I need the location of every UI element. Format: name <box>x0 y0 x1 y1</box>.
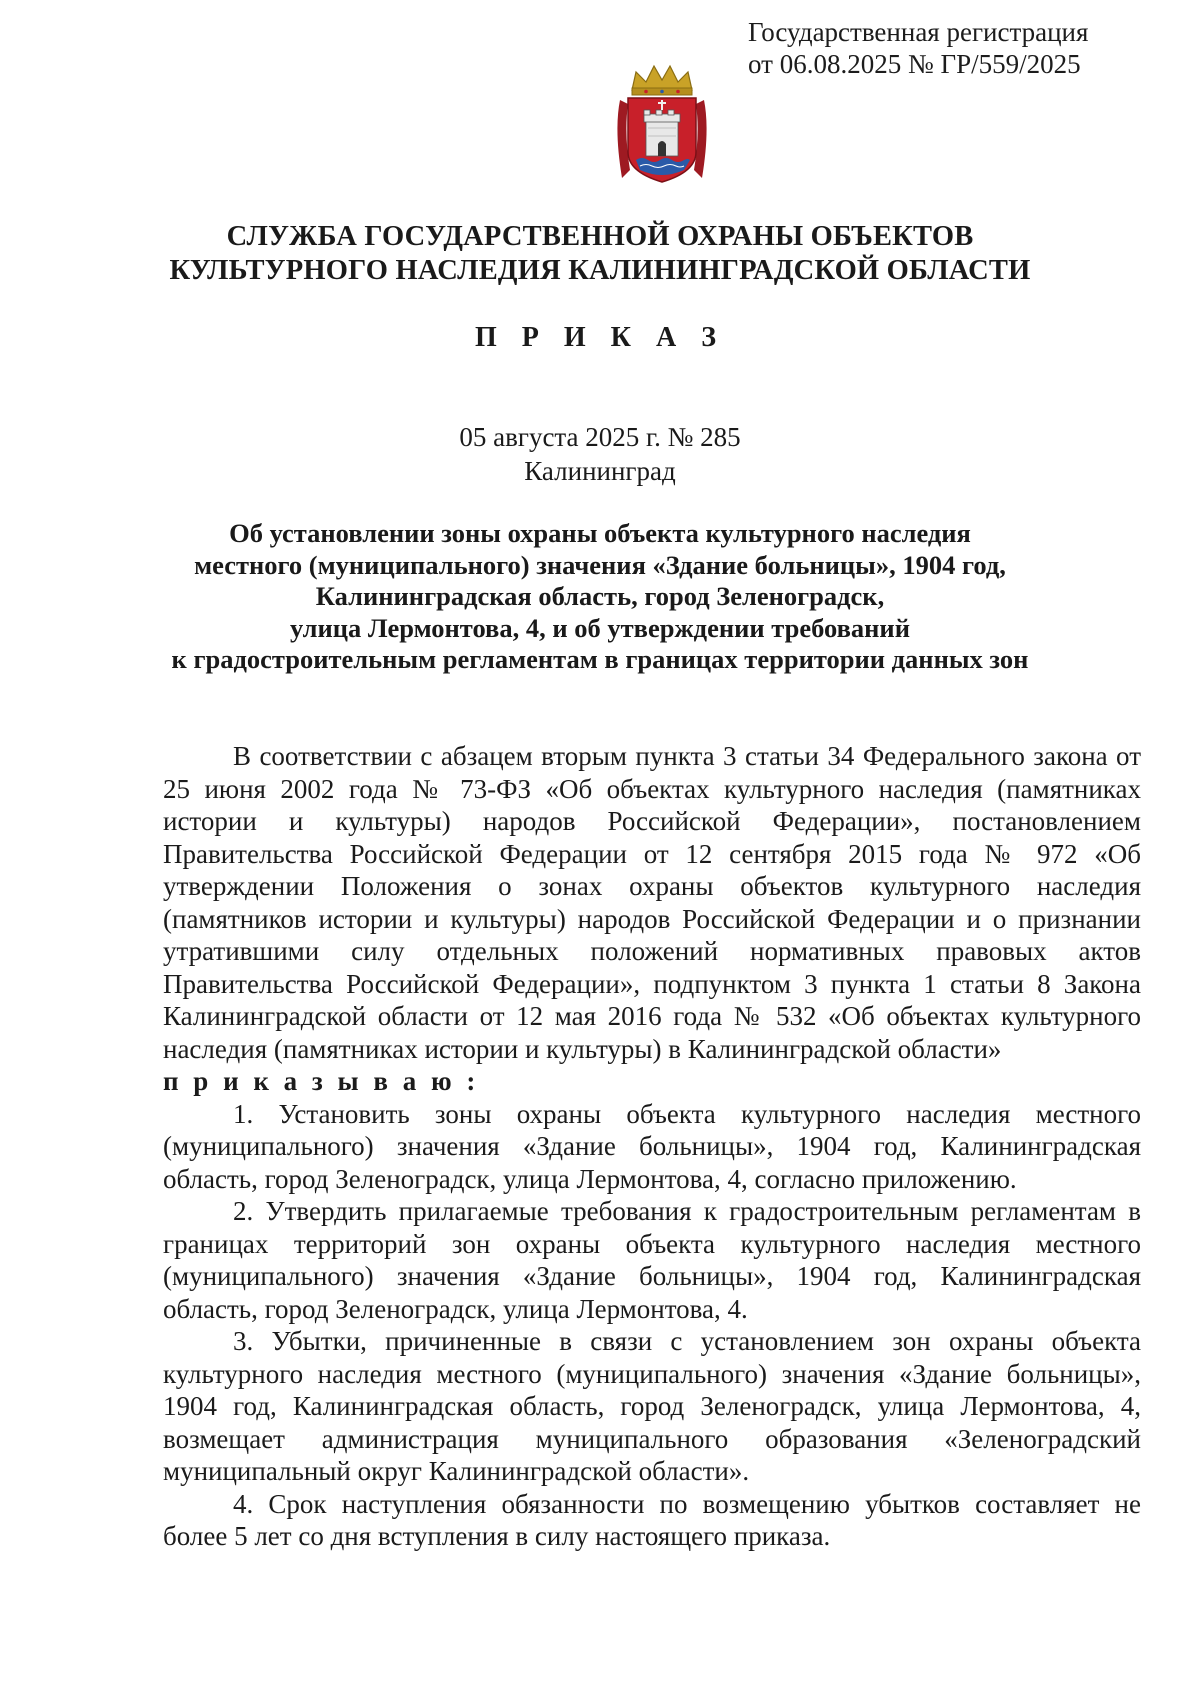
subject-line-4: улица Лермонтова, 4, и об утверждении требований <box>290 612 910 643</box>
preamble-paragraph: В соответствии с абзацем вторым пункта 3 статьи 34 Федерального закона от 25 июня 2002 года № 73-ФЗ «Об объектах культурного наследия (памятниках истории и культуры) народов Российской Федерации», постановлением Правительства Российской Федерации от 12 сентября 2015 года № 972 «Об утверждении Положения о зонах охраны объектов культурного наследия (памятников истории и культуры) народов Российской Федерации и о признании утратившими силу отдельных положений нормативных правовых актов Правительства Российской Федерации», подпунктом 3 пункта 1 статьи 8 Закона Калининградской области от 12 мая 2016 года № 532 «Об объектах культурного наследия (памятниках истории и культуры) в Калининградской области» <box>163 741 1141 1064</box>
date-and-place <box>100 420 1100 488</box>
organization-header <box>100 220 1100 288</box>
subject-line-2: местного (муниципального) значения «Здание больницы», 1904 год, <box>194 549 1006 580</box>
header-line-1: СЛУЖБА ГОСУДАРСТВЕННОЙ ОХРАНЫ ОБЪЕКТОВ <box>226 221 974 252</box>
tower-icon <box>644 110 680 156</box>
city-line: Калининград <box>524 456 676 486</box>
subject-line-3: Калининградская область, город Зеленоградск, <box>315 581 885 611</box>
header-line-2: КУЛЬТУРНОГО НАСЛЕДИЯ КАЛИНИНГРАДСКОЙ ОБЛАСТИ <box>169 255 1031 286</box>
crown-icon <box>632 66 692 95</box>
registration-stamp <box>748 16 1168 80</box>
date-number-line: 05 августа 2025 г. № 285 <box>459 422 741 452</box>
order-subject <box>100 518 1100 676</box>
order-verb: п р и к а з ы в а ю : <box>163 1066 480 1096</box>
registration-line-1: Государственная регистрация <box>748 17 1089 47</box>
order-item-3: 3. Убытки, причиненные в связи с установлением зон охраны объекта культурного наследия местного (муниципального) значения «Здание больницы», 1904 год, Калининградская область, город Зеленоградск, улица Лермонтова, 4, возмещает администрация муниципального образования «Зеленоградский муниципальный округ Калининградской области». <box>163 1326 1141 1486</box>
order-item-2: 2. Утвердить прилагаемые требования к градостроительным регламентам в границах территорий зон охраны объекта культурного наследия местного (муниципального) значения «Здание больницы», 1904 год, Калининградская область, город Зеленоградск, улица Лермонтова, 4. <box>163 1196 1141 1324</box>
subject-line-1: Об установлении зоны охраны объекта культурного наследия <box>229 518 971 548</box>
coat-of-arms-icon <box>610 60 714 188</box>
order-body <box>163 740 1141 1553</box>
order-item-4: 4. Срок наступления обязанности по возмещению убытков составляет не более 5 лет со дня вступления в силу настоящего приказа. <box>163 1488 1141 1551</box>
order-item-1: 1. Установить зоны охраны объекта культурного наследия местного (муниципального) значения «Здание больницы», 1904 год, Калининградская область, город Зеленоградск, улица Лермонтова, 4, согласно приложению. <box>163 1098 1141 1194</box>
registration-line-2: от 06.08.2025 № ГР/559/2025 <box>748 49 1081 79</box>
subject-line-5: к градостроительным регламентам в границах территории данных зон <box>171 644 1029 674</box>
document-type-title: П Р И К А З <box>475 322 725 353</box>
